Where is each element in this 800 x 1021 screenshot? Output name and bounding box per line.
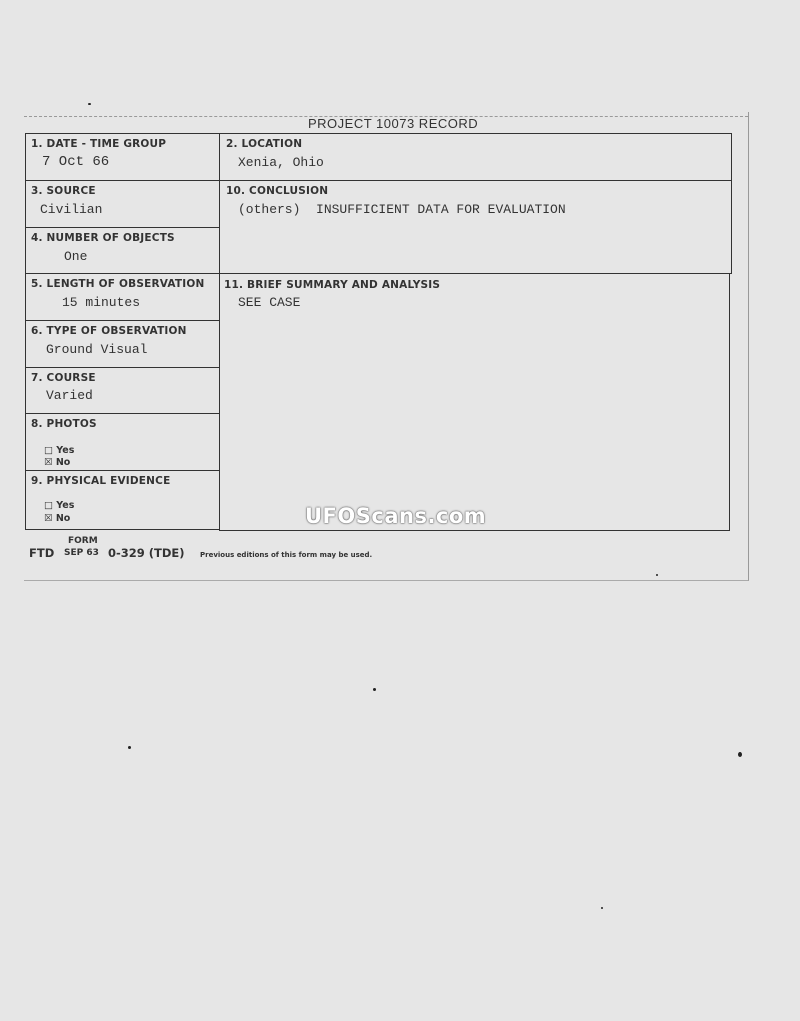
date-time-value: 7 Oct 66 — [42, 154, 110, 170]
conclusion-value: (others) INSUFFICIENT DATA FOR EVALUATION — [238, 202, 566, 217]
length-of-observation-box — [25, 273, 220, 321]
brief-summary-label: 11. BRIEF SUMMARY AND ANALYSIS — [224, 279, 441, 291]
source-value: Civilian — [40, 202, 103, 217]
number-of-objects-label: 4. NUMBER OF OBJECTS — [31, 232, 175, 244]
scan-speck — [738, 752, 742, 757]
photos-yes-label: Yes — [56, 445, 75, 456]
length-of-observation-value: 15 minutes — [62, 295, 141, 310]
scan-speck — [88, 103, 91, 105]
physical-evidence-yes-label: Yes — [56, 500, 75, 511]
course-value: Varied — [46, 388, 93, 403]
form-word: FORM — [68, 536, 98, 546]
photos-yes-mark: □ — [44, 445, 53, 456]
course-box — [25, 367, 220, 414]
physical-evidence-no-mark: ☒ — [44, 513, 53, 524]
conclusion-label: 10. CONCLUSION — [226, 185, 329, 197]
physical-evidence-no-label: No — [55, 513, 71, 524]
photos-yes-checkbox — [44, 445, 74, 456]
scan-speck — [656, 574, 658, 576]
scan-speck — [601, 907, 603, 909]
photos-no-mark: ☒ — [44, 457, 53, 468]
brief-summary-box — [219, 273, 730, 531]
brief-summary-value: SEE CASE — [238, 295, 301, 310]
physical-evidence-box — [25, 470, 220, 530]
photos-no-label: No — [55, 457, 71, 468]
physical-evidence-no-checkbox — [44, 513, 70, 524]
location-box — [219, 133, 732, 181]
conclusion-box — [219, 180, 732, 274]
site-watermark: UFOScans.com — [305, 504, 487, 528]
location-value: Xenia, Ohio — [238, 155, 324, 170]
form-number: 0-329 (TDE) — [108, 546, 185, 560]
scan-speck — [373, 688, 376, 691]
previous-editions-note: Previous editions of this form may be used. — [200, 551, 373, 559]
type-of-observation-box — [25, 320, 220, 368]
date-time-box — [25, 133, 220, 181]
course-label: 7. COURSE — [31, 372, 96, 384]
number-of-objects-box — [25, 227, 220, 274]
physical-evidence-yes-mark: □ — [44, 500, 53, 511]
edition-date: SEP 63 — [64, 548, 99, 558]
physical-evidence-yes-checkbox — [44, 500, 74, 511]
type-of-observation-label: 6. TYPE OF OBSERVATION — [31, 325, 187, 337]
ftd-label: FTD — [29, 546, 55, 560]
date-time-label: 1. DATE - TIME GROUP — [31, 138, 167, 150]
source-label: 3. SOURCE — [31, 185, 96, 197]
form-title: PROJECT 10073 RECORD — [308, 116, 479, 131]
photos-label: 8. PHOTOS — [31, 418, 97, 430]
type-of-observation-value: Ground Visual — [46, 342, 148, 357]
source-box — [25, 180, 220, 228]
scan-speck — [128, 746, 131, 749]
photos-no-checkbox — [44, 457, 70, 468]
location-label: 2. LOCATION — [226, 138, 303, 150]
physical-evidence-label: 9. PHYSICAL EVIDENCE — [31, 475, 171, 487]
length-of-observation-label: 5. LENGTH OF OBSERVATION — [31, 278, 205, 290]
photos-box — [25, 413, 220, 471]
number-of-objects-value: One — [64, 249, 88, 264]
